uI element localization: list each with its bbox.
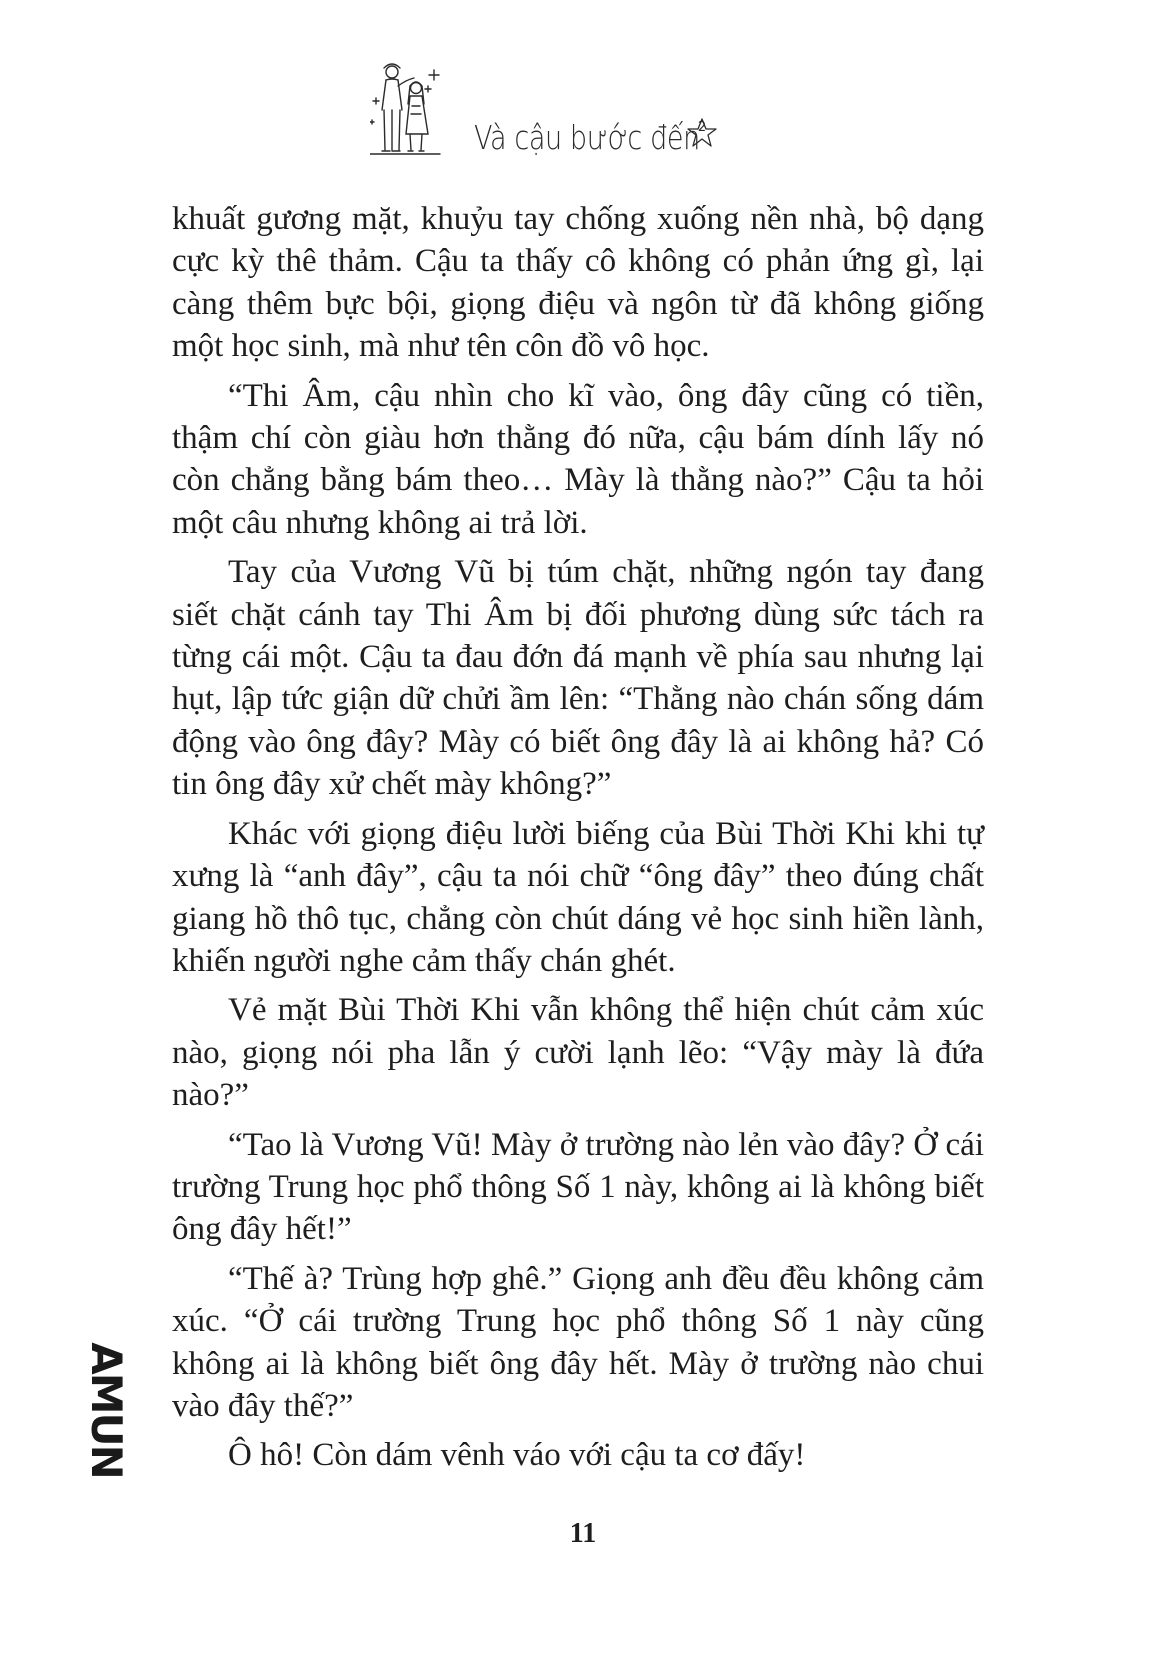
paragraph: Tay của Vương Vũ bị túm chặt, những ngón tay đang siết chặt cánh tay Thi Âm bị đối phương dùng sức tách ra từng cái một. Cậu ta đau đớn đá mạnh về phía sau nhưng lại hụt, lập tức giận dữ chửi ầm lên: “Thằng nào chán sống dám động vào ông đây? Mày có biết ông đây là ai không hả? Có tin ông đây xử chết mày không?” [172, 554, 984, 803]
paragraph: Vẻ mặt Bùi Thời Khi vẫn không thể hiện chút cảm xúc nào, giọng nói pha lẫn ý cười lạnh lẽo: “Vậy mày là đứa nào?” [172, 992, 984, 1114]
volume-number: 2 [697, 120, 707, 135]
publisher-logo [80, 1340, 130, 1480]
paragraph: “Thi Âm, cậu nhìn cho kĩ vào, ông đây cũng có tiền, thậm chí còn giàu hơn thằng đó nữa, cậu bám dính lấy nó còn chẳng bằng bám theo… Mày là thằng nào?” Cậu ta hỏi một câu nhưng không ai trả lời. [172, 377, 984, 541]
volume-star-badge [687, 118, 717, 148]
body-text [172, 198, 984, 1484]
paragraph: Ô hô! Còn dám vênh váo với cậu ta cơ đấy! [228, 1437, 806, 1474]
paragraph: khuất gương mặt, khuỷu tay chống xuống nền nhà, bộ dạng cực kỳ thê thảm. Cậu ta thấy cô không có phản ứng gì, lại càng thêm bực bội, giọng điệu và ngôn từ đã không giống một học sinh, mà như tên côn đồ vô học. [172, 201, 984, 365]
publisher-name: AMUN [82, 1342, 131, 1478]
book-title: Và cậu bước đến [474, 118, 700, 157]
paragraph: Khác với giọng điệu lười biếng của Bùi Thời Khi khi tự xưng là “anh đây”, cậu ta nói chữ “ông đây” theo đúng chất giang hồ thô tục, chẳng còn chút dáng vẻ học sinh hiền lành, khiến người nghe cảm thấy chán ghét. [172, 815, 984, 979]
running-header [370, 58, 710, 168]
paragraph: “Tao là Vương Vũ! Mày ở trường nào lẻn vào đây? Ở cái trường Trung học phổ thông Số 1 này, không ai là không biết ông đây hết!” [172, 1126, 984, 1248]
paragraph: “Thế à? Trùng hợp ghê.” Giọng anh đều đều không cảm xúc. “Ở cái trường Trung học phổ thông Số 1 này cũng không ai là không biết ông đây hết. Mày ở trường nào chui vào đây thế?” [172, 1260, 984, 1424]
page-number: 11 [569, 1518, 597, 1549]
